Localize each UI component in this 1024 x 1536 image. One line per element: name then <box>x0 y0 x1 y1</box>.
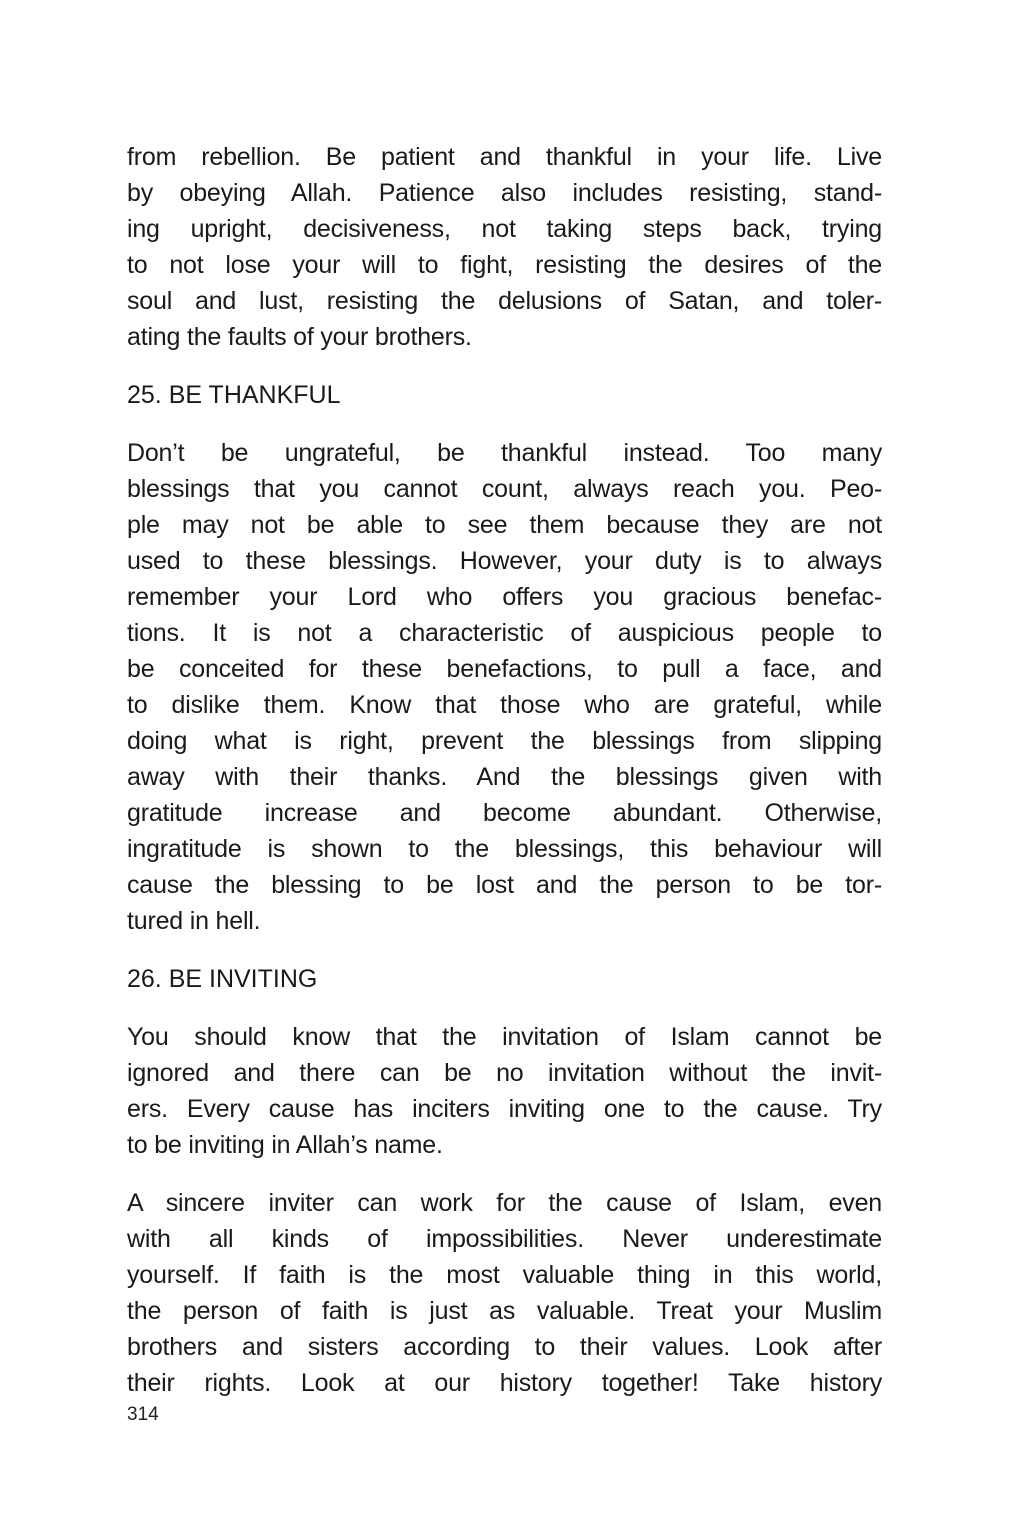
text-line: blessings that you cannot count, always reach you. Peo- <box>127 475 882 503</box>
text-line: be conceited for these benefactions, to pull a face, and <box>127 655 882 683</box>
text-line: with all kinds of impossibilities. Never underestimate <box>127 1225 882 1253</box>
text-line: to be inviting in Allah’s name. <box>127 1131 443 1159</box>
text-line: Don’t be ungrateful, be thankful instead. Too many <box>127 439 882 467</box>
text-line: ing upright, decisiveness, not taking steps back, trying <box>127 215 882 243</box>
text-line: their rights. Look at our history together! Take history <box>127 1369 882 1397</box>
text-line: gratitude increase and become abundant. Otherwise, <box>127 799 882 827</box>
paragraph <box>127 435 882 939</box>
text-line: the person of faith is just as valuable. Treat your Muslim <box>127 1297 882 1325</box>
paragraph <box>127 1185 882 1401</box>
text-line: ers. Every cause has inciters inviting one to the cause. Try <box>127 1095 882 1123</box>
paragraph <box>127 139 882 355</box>
paragraph <box>127 1019 882 1163</box>
text-line: tured in hell. <box>127 907 261 935</box>
text-line: ating the faults of your brothers. <box>127 323 472 351</box>
text-line: ingratitude is shown to the blessings, this behaviour will <box>127 835 882 863</box>
section-heading: 26. BE INVITING <box>127 965 318 993</box>
text-line: A sincere inviter can work for the cause of Islam, even <box>127 1189 882 1217</box>
text-line: ple may not be able to see them because they are not <box>127 511 882 539</box>
text-line: yourself. If faith is the most valuable thing in this world, <box>127 1261 882 1289</box>
text-line: tions. It is not a characteristic of auspicious people to <box>127 619 882 647</box>
text-line: brothers and sisters according to their values. Look after <box>127 1333 882 1361</box>
text-line: remember your Lord who offers you gracious benefac- <box>127 583 882 611</box>
page-body <box>127 139 882 1423</box>
text-line: to not lose your will to fight, resisting the desires of the <box>127 251 882 279</box>
text-line: to dislike them. Know that those who are grateful, while <box>127 691 882 719</box>
page-number: 314 <box>127 1404 159 1425</box>
text-line: used to these blessings. However, your duty is to always <box>127 547 882 575</box>
section-heading: 25. BE THANKFUL <box>127 381 341 409</box>
text-line: by obeying Allah. Patience also includes resisting, stand- <box>127 179 882 207</box>
text-line: soul and lust, resisting the delusions of Satan, and toler- <box>127 287 882 315</box>
text-line: cause the blessing to be lost and the person to be tor- <box>127 871 882 899</box>
text-line: from rebellion. Be patient and thankful in your life. Live <box>127 143 882 171</box>
text-line: You should know that the invitation of Islam cannot be <box>127 1023 882 1051</box>
text-line: away with their thanks. And the blessings given with <box>127 763 882 791</box>
text-line: ignored and there can be no invitation without the invit- <box>127 1059 882 1087</box>
text-line: doing what is right, prevent the blessings from slipping <box>127 727 882 755</box>
